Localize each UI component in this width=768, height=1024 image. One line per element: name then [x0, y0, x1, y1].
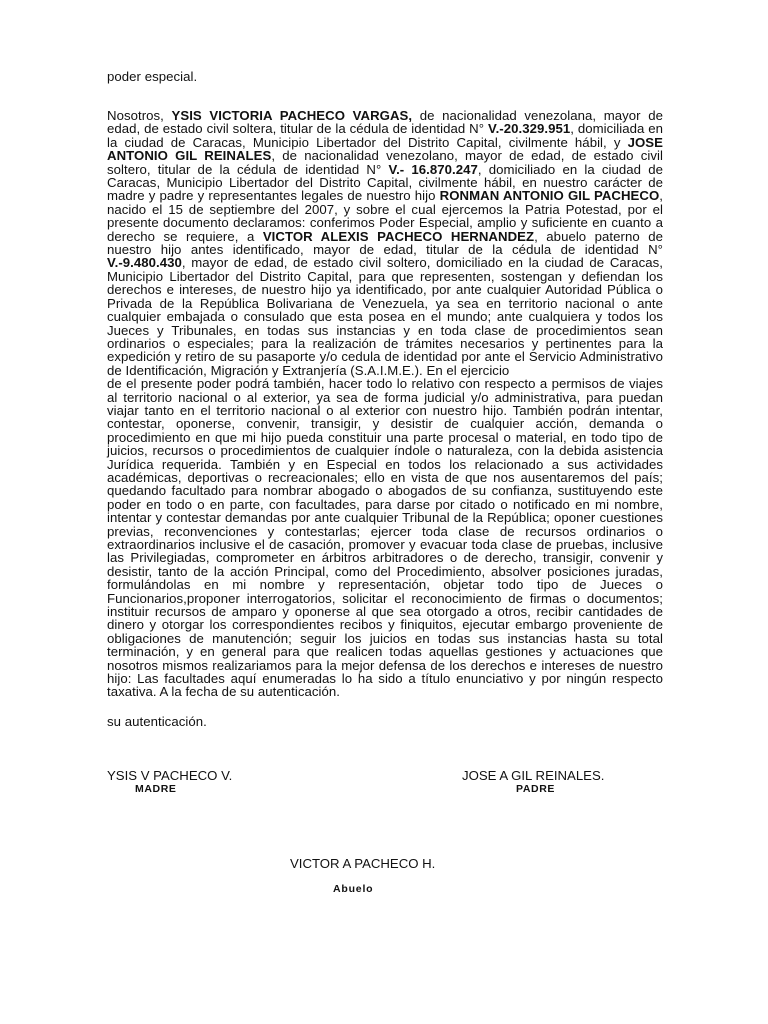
mother-full-name: YSIS VICTORIA PACHECO VARGAS, [171, 108, 413, 123]
text-segment: , abuelo paterno de nuestro hijo antes identificado, mayor de edad, titular de la cédula de identidad N° [107, 228, 663, 258]
grandfather-full-name: VICTOR ALEXIS PACHECO HERNANDEZ [262, 228, 535, 244]
signature-name-father: JOSE A GIL REINALES. [462, 768, 605, 783]
text-segment: de nacionalidad venezolana, mayor de edad, de estado civil soltera, titular de la cédula de identidad N° [107, 108, 663, 137]
text-segment: , domiciliado en la ciudad de Caracas, Municipio Libertador del Distrito Capital, civilmente hábil, en nuestro carácter de madre y padre y representantes legales de nuestro hijo [107, 161, 663, 204]
text-segment: Nosotros, [107, 108, 172, 123]
signature-role-mother: MADRE [135, 783, 177, 795]
father-full-name: JOSE ANTONIO GIL REINALES [107, 134, 663, 164]
paragraph-powers: de el presente poder podrá también, hacer todo lo relativo con respecto a permisos de viajes al territorio nacional o al exterior, ya sea de forma judicial y/o administrativa, para puedan viajar tanto en el territorio nacional o al exterior con nuestro hijo. También podrán intentar, contestar, oponerse, convenir, transigir, y desistir de cualquier acción, demanda o procedimiento en que mi hijo pueda constituir una parte procesal o material, en todo tipo de juicios, recursos o procedimientos de cualquier índole o naturaleza, con la debida asistencia Jurídica requerida. También y en Especial en todos los relacionado a sus actividades académicas, deportivas o recreacionales; ello en vista de que nos ausentaremos del país; quedando facultado para nombrar abogado o abogados de su confianza, sustituyendo este poder en todo o en parte, con facultades, para darse por citado o notificado en mi nombre, intentar y contestar demandas por ante cualquier Tribunal de la República; oponer cuestiones previas, reconvenciones y contestarlas; ejercer toda clase de recursos ordinarios o extraordinarios inclusive el de casación, promover y evacuar toda clase de pruebas, inclusive las Privilegiadas, comprometer en árbitros arbitradores o de derecho, transigir, convenir y desistir, tanto de la acción Principal, como del Procedimiento, absolver posiciones juradas, formulándolas en mi nombre y representación, objetar todo tipo de Jueces o Funcionarios,proponer interrogatorios, solicitar el reconocimiento de firmas o documentos; instituir recursos de amparo y oponerse al que sea otorgado a otros, recibir cantidades de dinero y otorgar los correspondientes recibos y finiquitos, ejecutar embargo proveniente de obligaciones de manutención; seguir los juicios en todas sus instancias hasta su total terminación, y en general para que realicen todas aquellas gestiones y actuaciones que nosotros mismos realizariamos para la mejor defensa de los derechos e intereses de nuestro hijo: Las facultades aquí enumeradas lo ha sido a título enunciativo y por ningún respecto taxativa. A la fecha de su autenticación. [107, 376, 663, 700]
signature-name-grandfather: VICTOR A PACHECO H. [290, 856, 436, 871]
signature-role-father: PADRE [516, 783, 555, 795]
father-id-number: V.- 16.870.247 [388, 161, 478, 177]
document-closing: su autenticación. [107, 714, 207, 729]
text-segment: , nacido el 15 de septiembre del 2007, y sobre el cual ejercemos la Patria Potestad, por el presente documento declaramos: conferimos Poder Especial, amplio y suficiente en cuanto a derecho se requiere, a [107, 188, 663, 244]
signature-name-mother: YSIS V PACHECO V. [107, 768, 233, 783]
document-body [107, 109, 663, 699]
text-segment: , de nacionalidad venezolano, mayor de edad, de estado civil soltero, titular de la cédula de identidad N° [107, 148, 663, 177]
grandfather-id-number: V.-9.480.430 [107, 255, 182, 271]
signature-role-grandfather: Abuelo [333, 883, 374, 895]
mother-id-number: V.-20.329.951 [487, 121, 571, 137]
document-heading: poder especial. [107, 69, 198, 84]
text-segment: , mayor de edad, de estado civil soltero, domiciliado en la ciudad de Caracas, Municipio Libertador del Distrito Capital, para que representen, sostengan y defiendan los derechos e intereses, de nuestro hijo ya identificado, por ante cualquier Autoridad Pública o Privada de la República Bolivariana de Venezuela, ya sea en territorio nacional o ante cualquier embajada o consulado que esta posea en el mundo; ante cualquiera y todos los Jueces y Tribunales, en todas sus instancias y en toda clase de procedimientos sean ordinarios o especiales; para la realización de trámites necesarios y pertinentes para la expedición y retiro de su pasaporte y/o cedula de identidad por ante el Servicio Administrativo de Identificación, Migración y Extranjería (S.A.I.M.E.). En el ejercicio [107, 255, 663, 378]
paragraph-grant [107, 109, 663, 377]
text-segment: , domiciliada en la ciudad de Caracas, Municipio Libertador del Distrito Capital, civilmente hábil, y [107, 121, 664, 150]
son-full-name: RONMAN ANTONIO GIL PACHECO [439, 188, 660, 204]
